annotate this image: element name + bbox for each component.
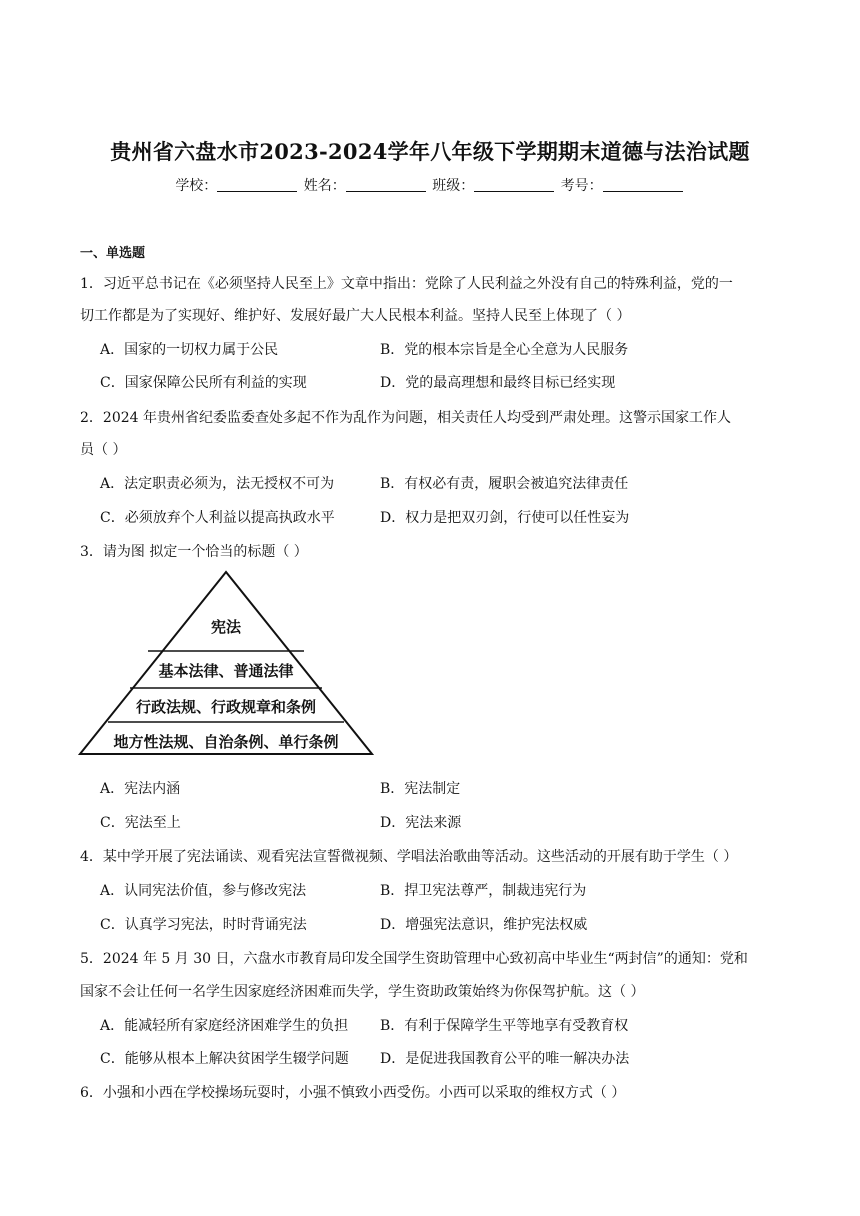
- school-label: 学校：: [175, 178, 218, 194]
- question-3-option-b[interactable]: B．宪法制定: [380, 781, 461, 797]
- name-blank[interactable]: [346, 177, 426, 192]
- question-4-line-1: 4．某中学开展了宪法诵读、观看宪法宣誓微视频、学唱法治歌曲等活动。这些活动的开展有助于学生（ ）: [80, 849, 738, 865]
- question-2-option-a[interactable]: A．法定职责必须为，法无授权不可为: [100, 476, 335, 492]
- pyramid-level-2: 基本法律、普通法律: [158, 662, 294, 680]
- pyramid-level-4: 地方性法规、自治条例、单行条例: [113, 733, 339, 751]
- question-4-option-d[interactable]: D．增强宪法意识，维护宪法权威: [380, 917, 588, 933]
- class-blank[interactable]: [474, 177, 554, 192]
- question-1-option-a[interactable]: A．国家的一切权力属于公民: [100, 342, 279, 358]
- question-5-option-a[interactable]: A．能减轻所有家庭经济困难学生的负担: [100, 1018, 349, 1034]
- question-3-option-a[interactable]: A．宪法内涵: [100, 781, 181, 797]
- school-blank[interactable]: [217, 177, 297, 192]
- question-3-option-c[interactable]: C．宪法至上: [100, 815, 181, 831]
- section-title: 一、单选题: [80, 246, 146, 261]
- question-6-line-1: 6．小强和小西在学校操场玩耍时，小强不慎致小西受伤。小西可以采取的维权方式（ ）: [80, 1085, 626, 1101]
- question-2-option-c[interactable]: C．必须放弃个人利益以提高执政水平: [100, 510, 335, 526]
- question-3-option-d[interactable]: D．宪法来源: [380, 815, 462, 831]
- question-4-option-a[interactable]: A．认同宪法价值，参与修改宪法: [100, 883, 307, 899]
- question-5-option-b[interactable]: B．有利于保障学生平等地享有受教育权: [380, 1018, 629, 1034]
- question-2-option-d[interactable]: D．权力是把双刃剑，行使可以任性妄为: [380, 510, 630, 526]
- law-pyramid-diagram: [78, 570, 374, 758]
- question-4-option-b[interactable]: B．捍卫宪法尊严，制裁违宪行为: [380, 883, 587, 899]
- question-5-option-d[interactable]: D．是促进我国教育公平的唯一解决办法: [380, 1051, 630, 1067]
- pyramid-level-1: 宪法: [210, 618, 242, 636]
- question-4-option-c[interactable]: C．认真学习宪法，时时背诵宪法: [100, 917, 307, 933]
- number-label: 考号：: [560, 178, 603, 194]
- question-1-option-b[interactable]: B．党的根本宗旨是全心全意为人民服务: [380, 342, 629, 358]
- question-3-line-1: 3．请为图 拟定一个恰当的标题（ ）: [80, 544, 308, 560]
- question-1-option-c[interactable]: C．国家保障公民所有利益的实现: [100, 375, 307, 391]
- question-2-line-1: 2．2024 年贵州省纪委监委查处多起不作为乱作为问题，相关责任人均受到严肃处理。这警示国家工作人: [80, 410, 731, 426]
- pyramid-level-3: 行政法规、行政规章和条例: [135, 698, 317, 716]
- student-info-row: [0, 175, 860, 195]
- question-5-line-2: 国家不会让任何一名学生因家庭经济困难而失学，学生资助政策始终为你保驾护航。这（ ）: [80, 984, 645, 1000]
- question-1-option-d[interactable]: D．党的最高理想和最终目标已经实现: [380, 375, 616, 391]
- question-5-line-1: 5．2024 年 5 月 30 日，六盘水市教育局印发全国学生资助管理中心致初高中毕业生“两封信”的通知：党和: [80, 951, 748, 967]
- question-2-option-b[interactable]: B．有权必有责，履职会被追究法律责任: [380, 476, 629, 492]
- question-2-line-2: 员（ ）: [80, 442, 127, 458]
- question-1-line-2: 切工作都是为了实现好、维护好、发展好最广大人民根本利益。坚持人民至上体现了（ ）: [80, 308, 631, 324]
- name-label: 姓名：: [303, 178, 346, 194]
- number-blank[interactable]: [603, 177, 683, 192]
- question-5-option-c[interactable]: C．能够从根本上解决贫困学生辍学问题: [100, 1051, 349, 1067]
- page-title: 贵州省六盘水市2023-2024学年八年级下学期期末道德与法治试题: [110, 139, 750, 164]
- class-label: 班级：: [432, 178, 475, 194]
- question-1-line-1: 1．习近平总书记在《必须坚持人民至上》文章中指出：党除了人民利益之外没有自己的特殊利益，党的一: [80, 276, 733, 292]
